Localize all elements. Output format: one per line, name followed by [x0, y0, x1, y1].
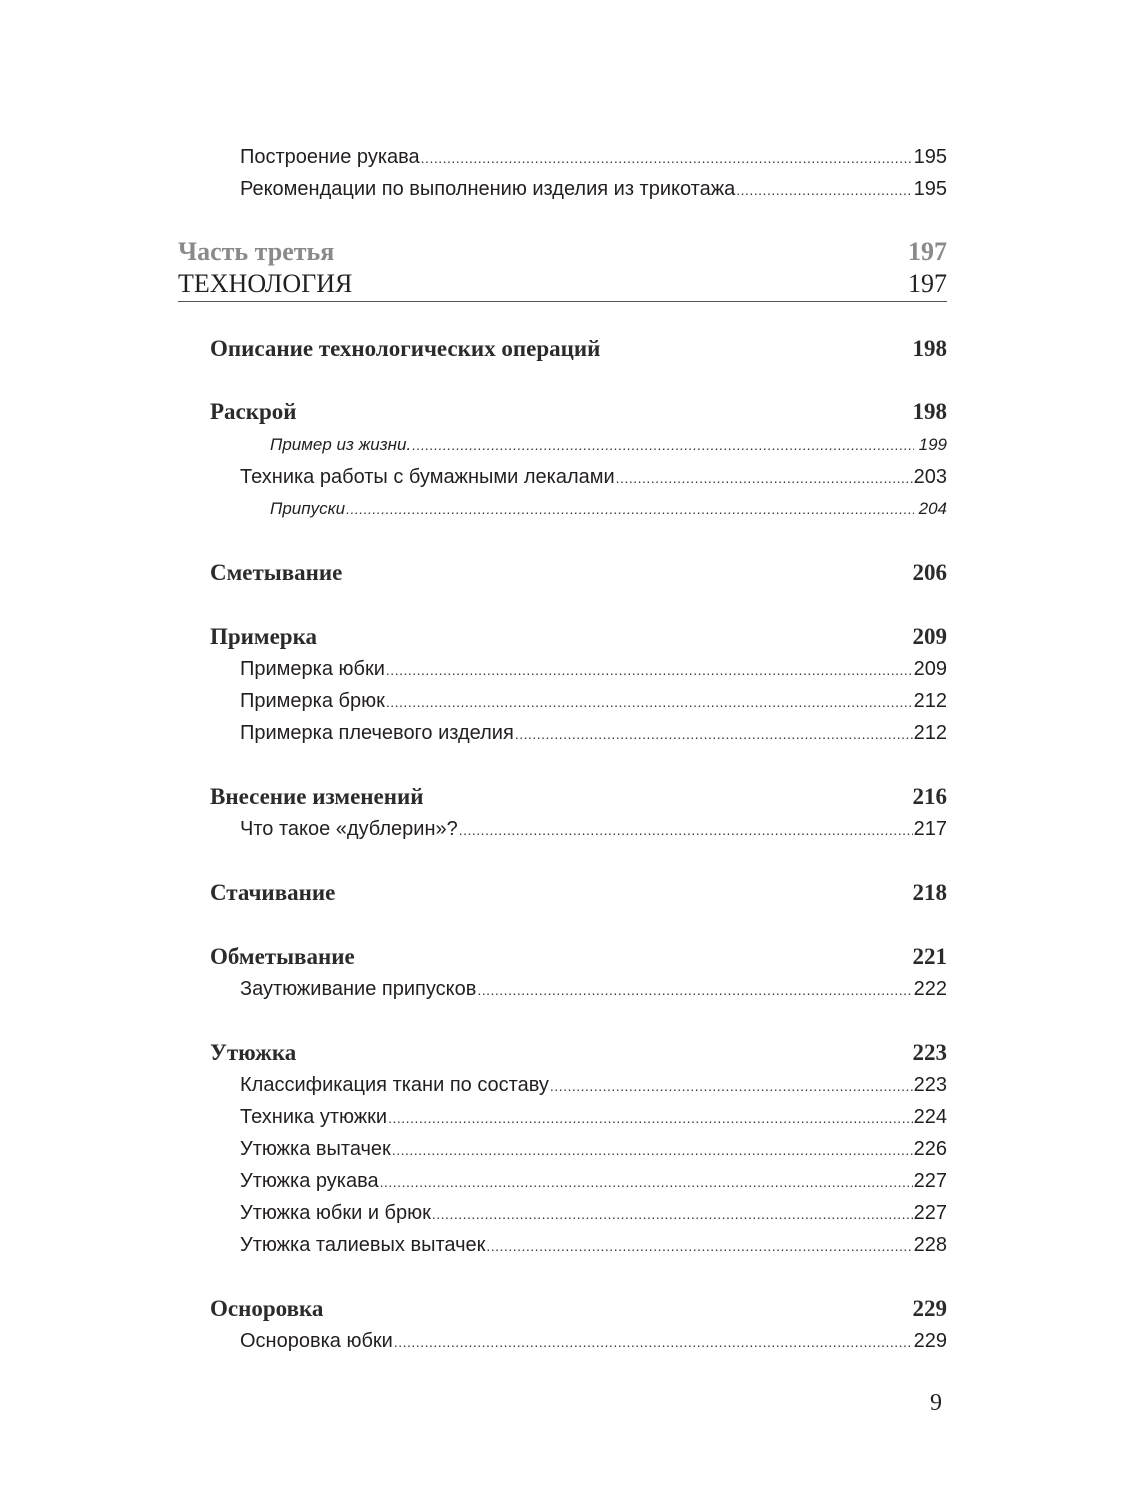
dot-leader — [346, 494, 914, 524]
entry-page: 199 — [918, 435, 947, 454]
entry-title: Осноровка юбки — [240, 1330, 393, 1352]
entry-page: 222 — [913, 978, 947, 1000]
entry-title: Внесение изменений — [210, 784, 424, 809]
entry-page: 209 — [913, 658, 947, 680]
entry-title: Техника утюжки — [240, 1106, 388, 1128]
entry-title: Утюжка — [210, 1040, 297, 1065]
page-number: 9 — [930, 1390, 942, 1416]
toc-entry — [240, 1198, 947, 1228]
entry-title: Примерка брюк — [240, 690, 385, 712]
entry-title: Часть третья — [178, 237, 335, 266]
toc-entry — [270, 494, 947, 524]
entry-title: Рекомендации по выполнению изделия из трикотажа — [240, 178, 736, 200]
entry-title: Стачивание — [210, 880, 336, 905]
entry-page: 223 — [912, 1040, 947, 1065]
entry-page: 209 — [912, 624, 947, 649]
toc-entry — [270, 430, 947, 460]
entry-title: Утюжка вытачек — [240, 1138, 391, 1160]
entry-page: 203 — [913, 466, 947, 488]
entry-page: 195 — [913, 146, 947, 168]
entry-page: 197 — [908, 237, 947, 266]
toc-entry — [240, 686, 947, 716]
part-heading — [178, 237, 947, 267]
chapter-heading — [178, 269, 947, 302]
toc-entry — [240, 142, 947, 172]
section-entry — [210, 334, 947, 364]
section-entry — [210, 622, 947, 652]
entry-page: 227 — [913, 1170, 947, 1192]
entry-title: Техника работы с бумажными лекалами — [240, 466, 615, 488]
section-entry — [210, 558, 947, 588]
dot-leader — [515, 719, 913, 749]
section-entry — [210, 878, 947, 908]
dot-leader — [380, 1167, 913, 1197]
entry-title: Сметывание — [210, 560, 343, 585]
entry-page: 204 — [918, 499, 947, 518]
entry-title: Раскрой — [210, 399, 297, 424]
entry-title: Классификация ткани по составу — [240, 1074, 549, 1096]
entry-title: ТЕХНОЛОГИЯ — [178, 269, 353, 298]
toc-entry — [240, 718, 947, 748]
dot-leader — [386, 655, 913, 685]
entry-page: 198 — [912, 336, 947, 361]
entry-title: Утюжка рукава — [240, 1170, 379, 1192]
toc-entry — [240, 1166, 947, 1196]
entry-title: Утюжка талиевых вытачек — [240, 1234, 486, 1256]
entry-page: 197 — [908, 269, 947, 298]
entry-title: Обметывание — [210, 944, 355, 969]
toc-entry — [240, 1102, 947, 1132]
toc-entry — [240, 654, 947, 684]
dot-leader — [421, 143, 913, 173]
dot-leader — [432, 1199, 913, 1229]
toc-entry — [240, 174, 947, 204]
entry-page: 221 — [912, 944, 947, 969]
section-entry — [210, 1294, 947, 1324]
entry-page: 224 — [913, 1106, 947, 1128]
dot-leader — [459, 815, 913, 845]
toc-entry — [240, 974, 947, 1004]
entry-page: 228 — [913, 1234, 947, 1256]
entry-page: 216 — [912, 784, 947, 809]
dot-leader — [616, 463, 913, 493]
entry-title: Пример из жизни. — [270, 435, 412, 454]
entry-page: 212 — [913, 690, 947, 712]
entry-page: 229 — [912, 1296, 947, 1321]
entry-page: 206 — [912, 560, 947, 585]
entry-page: 198 — [912, 399, 947, 424]
toc-entry — [240, 814, 947, 844]
dot-leader — [477, 975, 912, 1005]
toc-entry — [240, 1070, 947, 1100]
entry-page: 195 — [913, 178, 947, 200]
dot-leader — [486, 1231, 912, 1261]
dot-leader — [388, 1103, 913, 1133]
entry-title: Припуски — [270, 499, 346, 518]
entry-page: 218 — [912, 880, 947, 905]
section-entry — [210, 942, 947, 972]
section-entry — [210, 397, 947, 427]
entry-page: 226 — [913, 1138, 947, 1160]
dot-leader — [386, 687, 913, 717]
entry-title: Осноровка — [210, 1296, 324, 1321]
toc-entry — [240, 462, 947, 492]
entry-title: Примерка плечевого изделия — [240, 722, 514, 744]
dot-leader — [394, 1327, 913, 1357]
entry-title: Примерка — [210, 624, 318, 649]
entry-title: Утюжка юбки и брюк — [240, 1202, 431, 1224]
entry-title: Что такое «дублерин»? — [240, 818, 458, 840]
entry-title: Заутюживание припусков — [240, 978, 477, 1000]
entry-title: Описание технологических операций — [210, 336, 601, 361]
entry-page: 229 — [913, 1330, 947, 1352]
dot-leader — [736, 175, 912, 205]
entry-title: Примерка юбки — [240, 658, 385, 680]
entry-page: 212 — [913, 722, 947, 744]
toc-entry — [240, 1326, 947, 1356]
dot-leader — [412, 430, 913, 460]
entry-page: 227 — [913, 1202, 947, 1224]
entry-page: 217 — [913, 818, 947, 840]
dot-leader — [550, 1071, 913, 1101]
section-entry — [210, 782, 947, 812]
toc-entry — [240, 1134, 947, 1164]
entry-page: 223 — [913, 1074, 947, 1096]
dot-leader — [392, 1135, 913, 1165]
entry-title: Построение рукава — [240, 146, 420, 168]
section-entry — [210, 1038, 947, 1068]
toc-entry — [240, 1230, 947, 1260]
